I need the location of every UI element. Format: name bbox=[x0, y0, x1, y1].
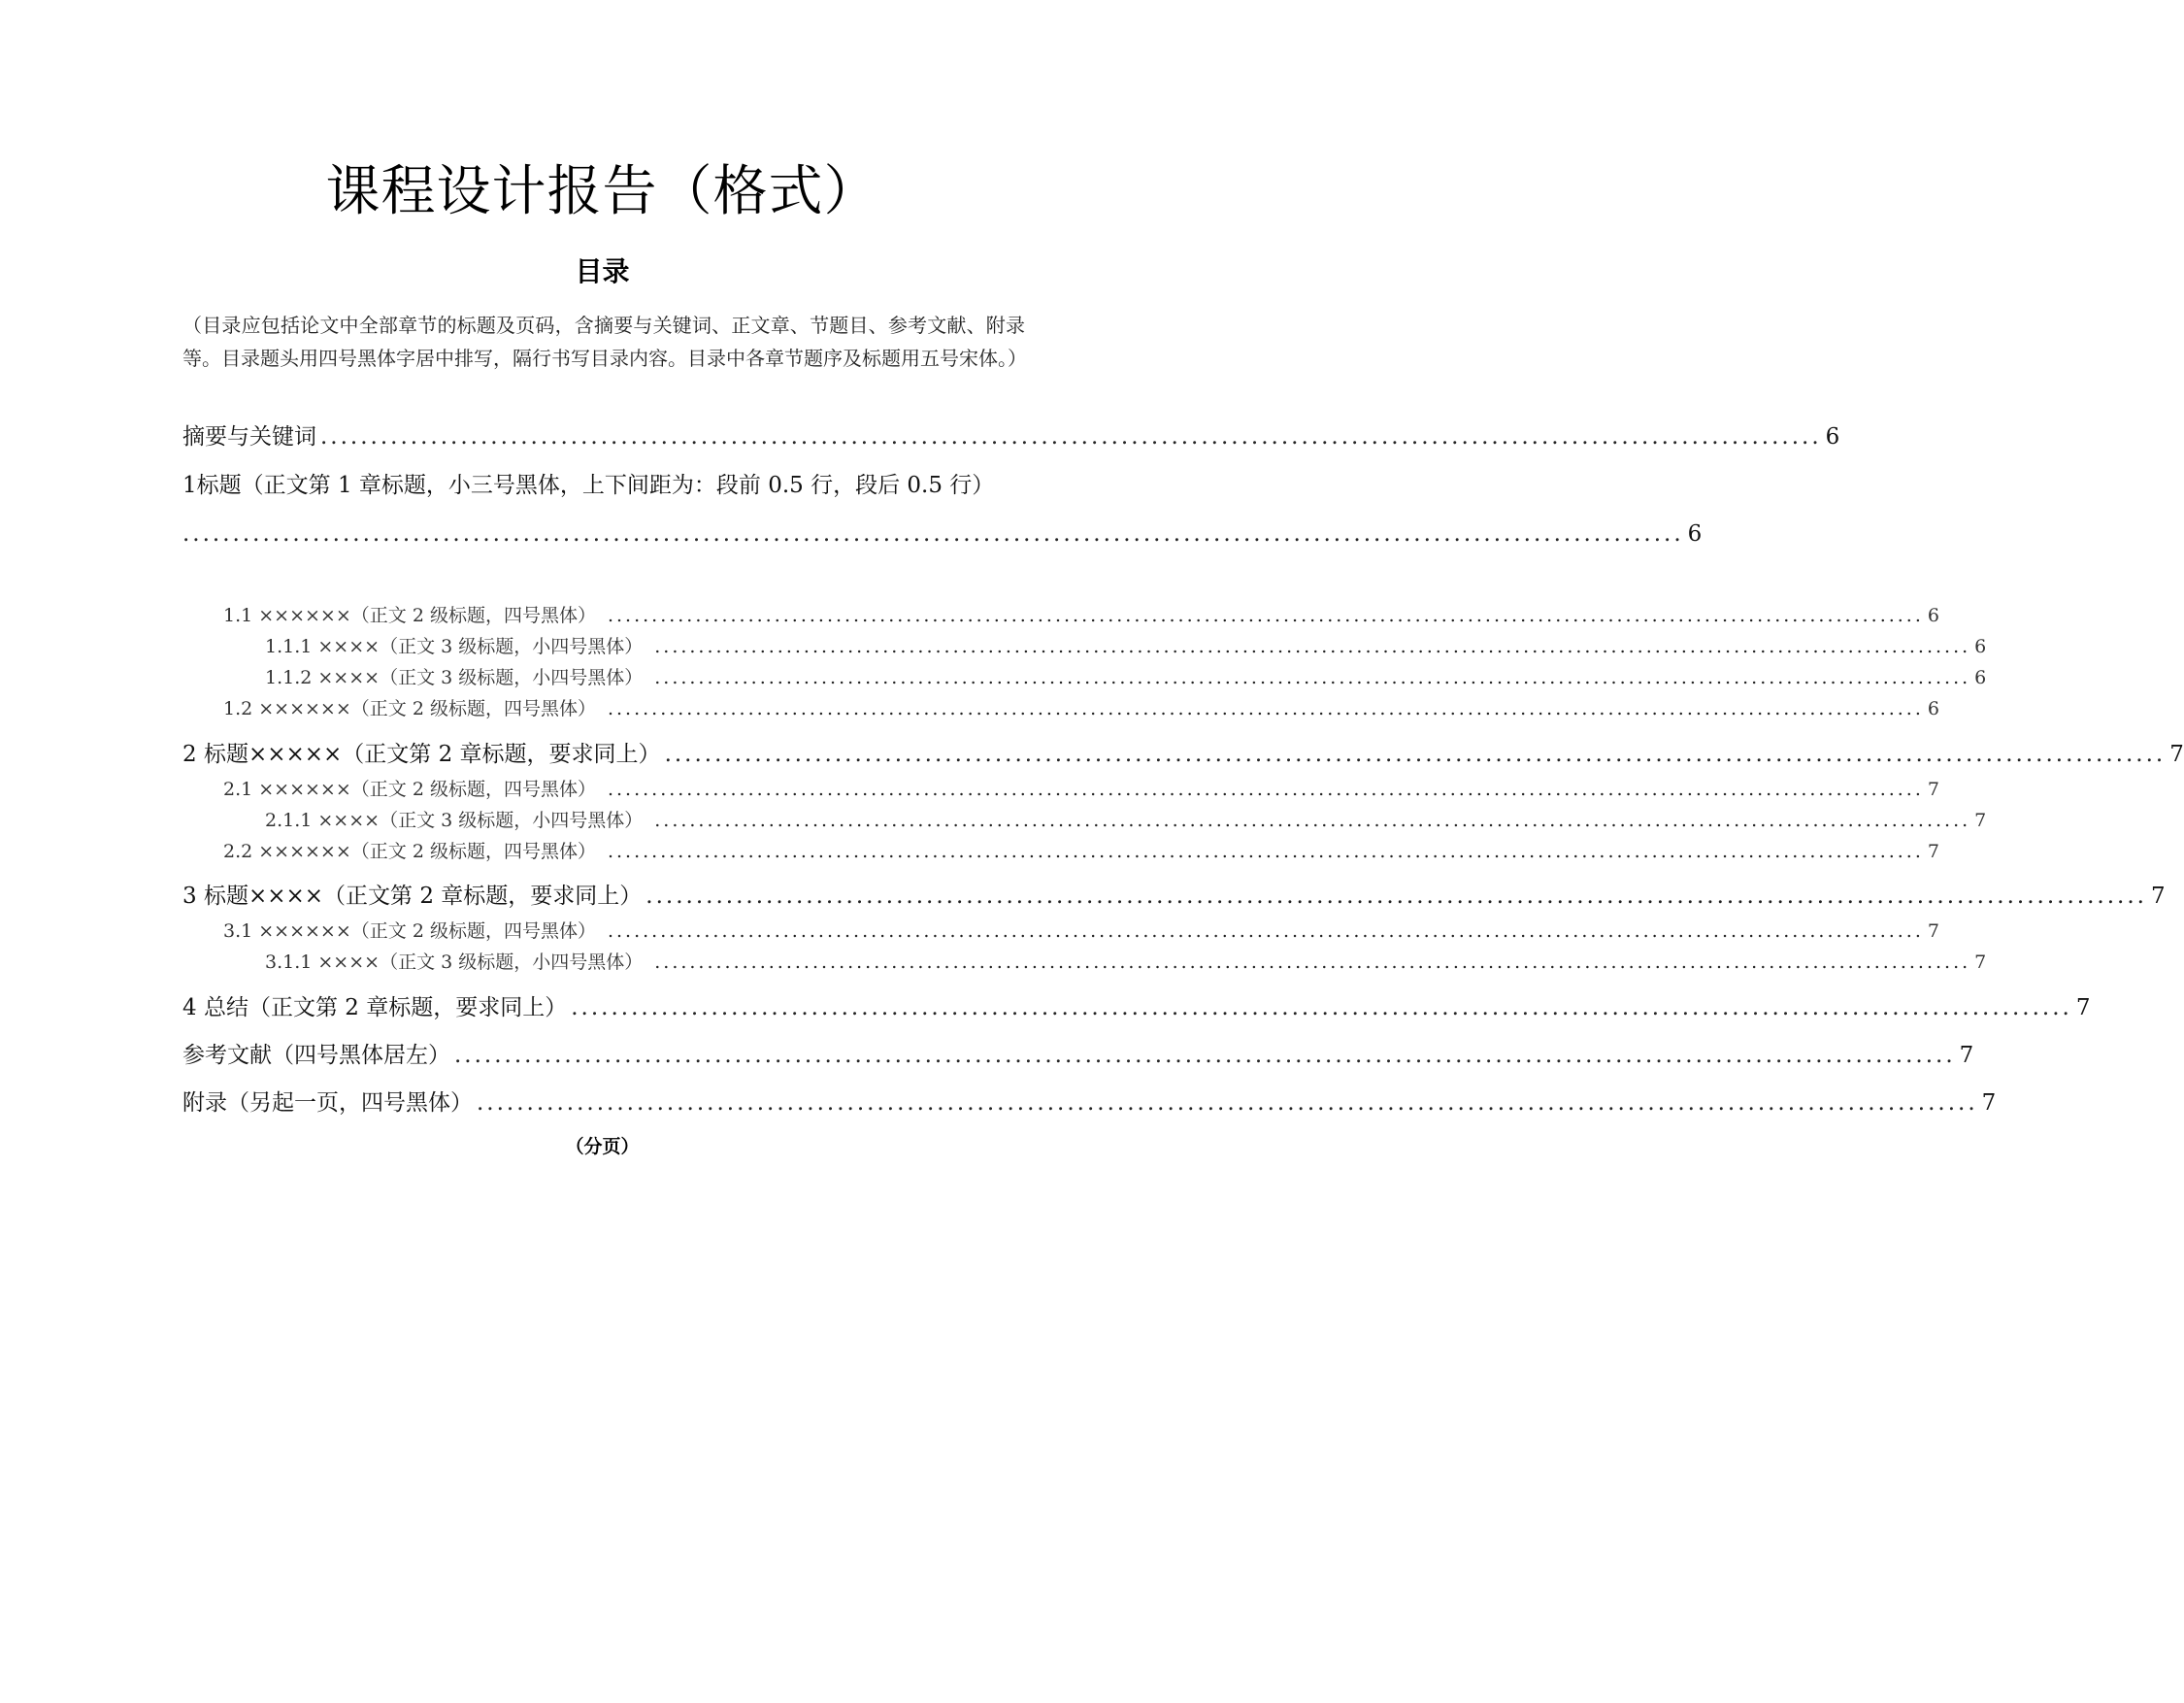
toc-entry-chapter-1-title[interactable] bbox=[182, 470, 1027, 501]
toc-entry-section-1-1-1[interactable] bbox=[265, 633, 1987, 660]
toc-entry-section-2-1[interactable] bbox=[223, 776, 1939, 803]
toc-entry-chapter-2[interactable] bbox=[182, 739, 2184, 770]
dot-leader: ...................................................................................................................................................... bbox=[607, 920, 1924, 942]
toc-entry-chapter-3[interactable] bbox=[182, 881, 2166, 912]
toc-entry-page: 7 bbox=[2075, 995, 2091, 1020]
toc-entry-label: 1标题（正文第 1 章标题，小三号黑体，上下间距为：段前 0.5 行，段后 0.5 行） bbox=[182, 473, 995, 498]
dot-leader: ...................................................................................................................................................... bbox=[571, 995, 2072, 1020]
toc-entry-label: 摘要与关键词 bbox=[182, 424, 316, 450]
toc-entry-page: 7 bbox=[1927, 779, 1939, 800]
dot-leader: ...................................................................................................................................................... bbox=[645, 884, 2147, 909]
toc-entry-chapter-1[interactable] bbox=[182, 518, 1703, 550]
dot-leader: ...................................................................................................................................................... bbox=[320, 424, 1822, 450]
dot-leader: ...................................................................................................................................................... bbox=[607, 698, 1924, 719]
toc-entry-label: 3.1 ××××××（正文 2 级标题，四号黑体） bbox=[223, 920, 596, 942]
toc-entry-page: 7 bbox=[1981, 1090, 1997, 1116]
toc-entry-label: 2.1.1 ××××（正文 3 级标题，小四号黑体） bbox=[265, 810, 644, 831]
toc-entry-label: 3.1.1 ××××（正文 3 级标题，小四号黑体） bbox=[265, 952, 644, 973]
dot-leader: ...................................................................................................................................................... bbox=[454, 1043, 1956, 1068]
toc-entry-page: 7 bbox=[2169, 742, 2184, 767]
toc-entry-label: 1.1.1 ××××（正文 3 级标题，小四号黑体） bbox=[265, 636, 644, 657]
toc-entry-page: 7 bbox=[1927, 920, 1939, 942]
toc-entry-label: 1.1 ××××××（正文 2 级标题，四号黑体） bbox=[223, 605, 596, 626]
toc-entry-section-1-2[interactable] bbox=[223, 695, 1939, 722]
dot-leader: ...................................................................................................................................................... bbox=[477, 1090, 1978, 1116]
toc-entry-label: 附录（另起一页，四号黑体） bbox=[182, 1090, 473, 1116]
dot-leader: ...................................................................................................................................................... bbox=[654, 667, 1971, 688]
toc-entry-page: 6 bbox=[1687, 521, 1703, 547]
toc-entry-page: 7 bbox=[1974, 810, 1987, 831]
toc-entry-section-1-1-2[interactable] bbox=[265, 664, 1987, 691]
toc-instructions: （目录应包括论文中全部章节的标题及页码，含摘要与关键词、正文章、节题目、参考文献、附录等。目录题头用四号黑体字居中排写，隔行书写目录内容。目录中各章节题序及标题用五号宋体。） bbox=[182, 314, 1027, 370]
toc-entry-label: 1.2 ××××××（正文 2 级标题，四号黑体） bbox=[223, 698, 596, 719]
toc-entry-page: 6 bbox=[1974, 636, 1987, 657]
toc-entry-section-1-1[interactable] bbox=[223, 602, 1939, 629]
toc-entry-page: 6 bbox=[1974, 667, 1987, 688]
dot-leader: ...................................................................................................................................................... bbox=[607, 779, 1924, 800]
dot-leader: ...................................................................................................................................................... bbox=[654, 810, 1971, 831]
toc-entry-page: 6 bbox=[1927, 698, 1939, 719]
toc-entry-page: 7 bbox=[2150, 884, 2166, 909]
toc-entry-label: 2.1 ××××××（正文 2 级标题，四号黑体） bbox=[223, 779, 596, 800]
dot-leader: ...................................................................................................................................................... bbox=[654, 952, 1971, 973]
toc-entry-section-3-1[interactable] bbox=[223, 918, 1939, 945]
toc-entry-label: 2 标题×××××（正文第 2 章标题，要求同上） bbox=[182, 742, 661, 767]
toc-entry-section-2-2[interactable] bbox=[223, 838, 1939, 865]
dot-leader: ...................................................................................................................................................... bbox=[654, 636, 1971, 657]
toc-entry-label: 参考文献（四号黑体居左） bbox=[182, 1043, 450, 1068]
toc-entry-page: 6 bbox=[1825, 424, 1840, 450]
toc-entry-section-3-1-1[interactable] bbox=[265, 949, 1987, 976]
toc-entry-label: 4 总结（正文第 2 章标题，要求同上） bbox=[182, 995, 568, 1020]
dot-leader: ...................................................................................................................................................... bbox=[607, 841, 1924, 862]
toc-entry-abstract[interactable] bbox=[182, 421, 1840, 452]
page-title: 课程设计报告（格式） bbox=[325, 160, 879, 223]
dot-leader: ...................................................................................................................................................... bbox=[607, 605, 1924, 626]
toc-entry-section-2-1-1[interactable] bbox=[265, 807, 1987, 834]
dot-leader: ...................................................................................................................................................... bbox=[182, 521, 1684, 547]
page-break-marker: （分页） bbox=[565, 1136, 640, 1157]
toc-entry-page: 7 bbox=[1959, 1043, 1974, 1068]
toc-entry-label: 3 标题××××（正文第 2 章标题，要求同上） bbox=[182, 884, 643, 909]
toc-entry-chapter-4[interactable] bbox=[182, 992, 2091, 1023]
toc-entry-page: 6 bbox=[1927, 605, 1939, 626]
dot-leader: ...................................................................................................................................................... bbox=[664, 742, 2167, 767]
toc-entry-label: 2.2 ××××××（正文 2 级标题，四号黑体） bbox=[223, 841, 596, 862]
toc-entry-label: 1.1.2 ××××（正文 3 级标题，小四号黑体） bbox=[265, 667, 644, 688]
toc-entry-appendix[interactable] bbox=[182, 1087, 1997, 1119]
toc-heading: 目录 bbox=[575, 255, 630, 287]
toc-entry-page: 7 bbox=[1927, 841, 1939, 862]
toc-entry-page: 7 bbox=[1974, 952, 1987, 973]
toc-entry-references[interactable] bbox=[182, 1040, 1974, 1071]
